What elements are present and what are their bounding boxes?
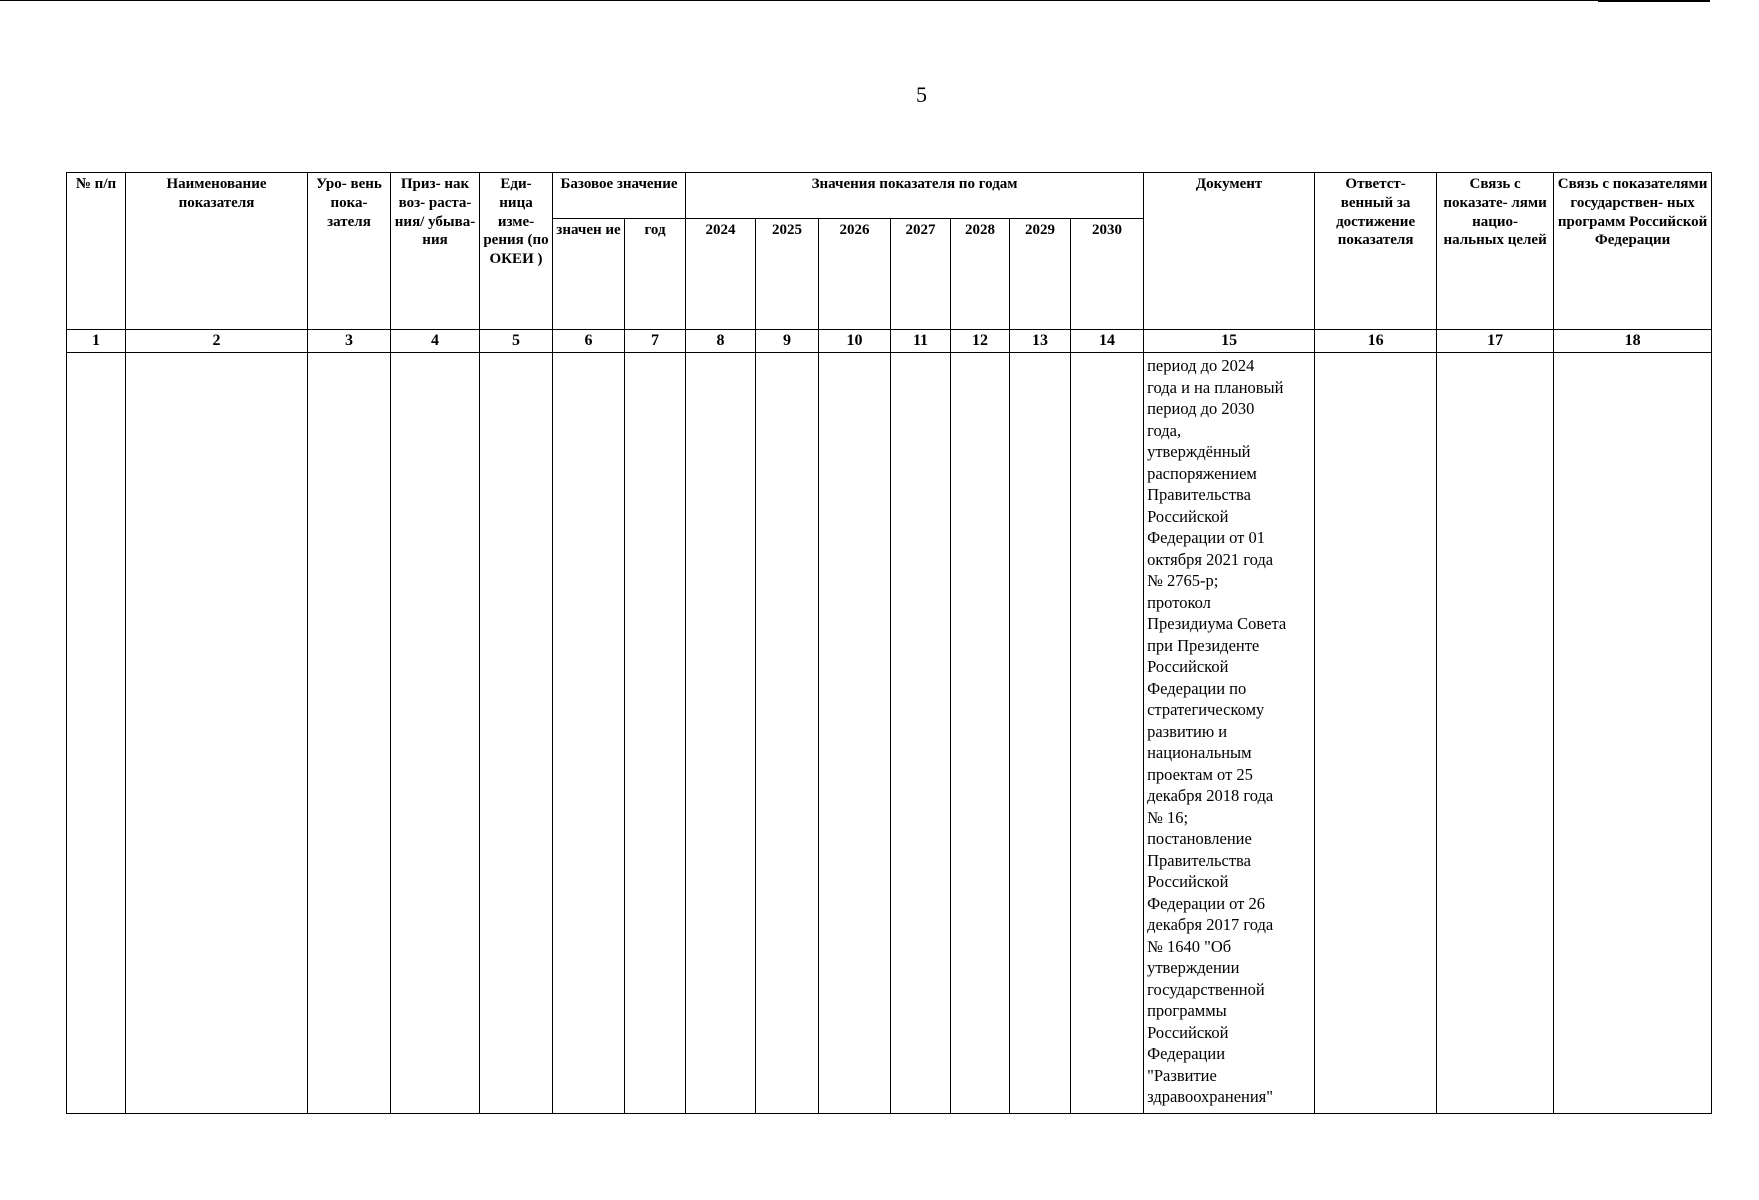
document-line: Федерации по [1147, 678, 1247, 698]
cell-responsible [1315, 353, 1437, 1114]
indicators-table [66, 172, 1712, 1114]
document-line: Федерации [1147, 1044, 1226, 1063]
document-line: Федерации от 01 [1147, 528, 1266, 547]
cell-national-goals [1437, 353, 1554, 1114]
table-row [67, 353, 1712, 1114]
header-base-value: значен ие [553, 219, 625, 330]
header-num: № п/п [67, 173, 126, 330]
cell-2024 [686, 353, 756, 1114]
cell-trend [391, 353, 480, 1114]
document-line: № 2765-р; [1147, 571, 1219, 590]
document-line: утверждённый [1147, 442, 1251, 461]
page-number: 5 [916, 82, 927, 107]
header-year-2030: 2030 [1071, 219, 1144, 330]
header-year-2028: 2028 [951, 219, 1010, 330]
cell-base-year [625, 353, 686, 1114]
document-line: период до 2030 [1147, 399, 1255, 418]
cell-2029 [1010, 353, 1071, 1114]
document-line: Правительства [1147, 850, 1251, 870]
document-line: постановление [1147, 829, 1252, 848]
cell-state-programs [1554, 353, 1712, 1114]
column-number: 10 [819, 330, 891, 353]
header-year-2024: 2024 [686, 219, 756, 330]
document-line: Федерации от 26 [1147, 893, 1266, 913]
document-line: проектам от 25 [1147, 764, 1253, 784]
document-line: здравоохранения" [1147, 1087, 1274, 1106]
document-line: октября 2021 года [1147, 549, 1274, 569]
header-level: Уро- вень пока- зателя [308, 173, 391, 330]
column-number: 15 [1144, 330, 1315, 353]
cell-document [1144, 353, 1315, 1114]
document-line: Российской [1147, 872, 1229, 891]
document-line: протокол [1147, 592, 1211, 612]
document-line: Президиума Совета [1147, 614, 1287, 633]
header-base: Базовое значение [553, 173, 686, 219]
document-line: № 1640 "Об [1147, 936, 1232, 956]
document-line: Правительства [1147, 485, 1251, 504]
document-line: программы [1147, 1001, 1227, 1020]
document-line: года и на плановый [1147, 377, 1284, 397]
document-line: декабря 2017 года [1147, 915, 1274, 934]
document-line: национальным [1147, 743, 1252, 762]
column-number: 6 [553, 330, 625, 353]
document-line: № 16; [1147, 807, 1189, 827]
header-year-2027: 2027 [891, 219, 951, 330]
header-base-year: год [625, 219, 686, 330]
cell-level [308, 353, 391, 1114]
document-line: развитию и [1147, 721, 1228, 741]
header-year-2026: 2026 [819, 219, 891, 330]
cell-num [67, 353, 126, 1114]
header-trend: Приз- нак воз- раста- ния/ убыва- ния [391, 173, 480, 330]
document-line: Российской [1147, 1022, 1229, 1042]
column-number: 8 [686, 330, 756, 353]
cell-2030 [1071, 353, 1144, 1114]
cell-2025 [756, 353, 819, 1114]
column-number: 18 [1554, 330, 1712, 353]
header-unit: Еди- ница изме- рения (по ОКЕИ ) [480, 173, 553, 330]
header-responsible: Ответст- венный за достижение показателя [1315, 173, 1437, 330]
document-line: утверждении [1147, 958, 1240, 977]
column-number: 14 [1071, 330, 1144, 353]
column-number: 5 [480, 330, 553, 353]
document-line: Российской [1147, 657, 1229, 676]
column-number: 1 [67, 330, 126, 353]
column-number: 17 [1437, 330, 1554, 353]
cell-unit [480, 353, 553, 1114]
cell-name [126, 353, 308, 1114]
header-document: Документ [1144, 173, 1315, 330]
cell-2026 [819, 353, 891, 1114]
document-line: декабря 2018 года [1147, 786, 1274, 805]
column-number: 7 [625, 330, 686, 353]
cell-2027 [891, 353, 951, 1114]
top-rule [0, 0, 1710, 1]
column-number: 3 [308, 330, 391, 353]
column-number: 4 [391, 330, 480, 353]
cell-2028 [951, 353, 1010, 1114]
cell-base-value [553, 353, 625, 1114]
document-line: распоряжением [1147, 463, 1257, 483]
document-line: "Развитие [1147, 1065, 1217, 1085]
document-line: период до 2024 [1147, 356, 1255, 375]
column-number: 16 [1315, 330, 1437, 353]
document-line: стратегическому [1147, 700, 1265, 719]
document-line: года, [1147, 420, 1182, 440]
top-rule-right [1598, 1, 1710, 2]
header-by-years: Значения показателя по годам [686, 173, 1144, 219]
header-year-2029: 2029 [1010, 219, 1071, 330]
column-number: 2 [126, 330, 308, 353]
document-line: при Президенте [1147, 635, 1260, 655]
column-number: 12 [951, 330, 1010, 353]
document-line: Российской [1147, 506, 1229, 526]
header-year-2025: 2025 [756, 219, 819, 330]
header-state-programs: Связь с показателями государствен- ных программ Российской Федерации [1554, 173, 1712, 330]
header-national-goals: Связь с показате- лями нацио- нальных целей [1437, 173, 1554, 330]
column-number: 13 [1010, 330, 1071, 353]
column-number: 9 [756, 330, 819, 353]
column-number: 11 [891, 330, 951, 353]
column-number-row [67, 330, 1712, 353]
header-name: Наименование показателя [126, 173, 308, 330]
document-line: государственной [1147, 979, 1265, 999]
